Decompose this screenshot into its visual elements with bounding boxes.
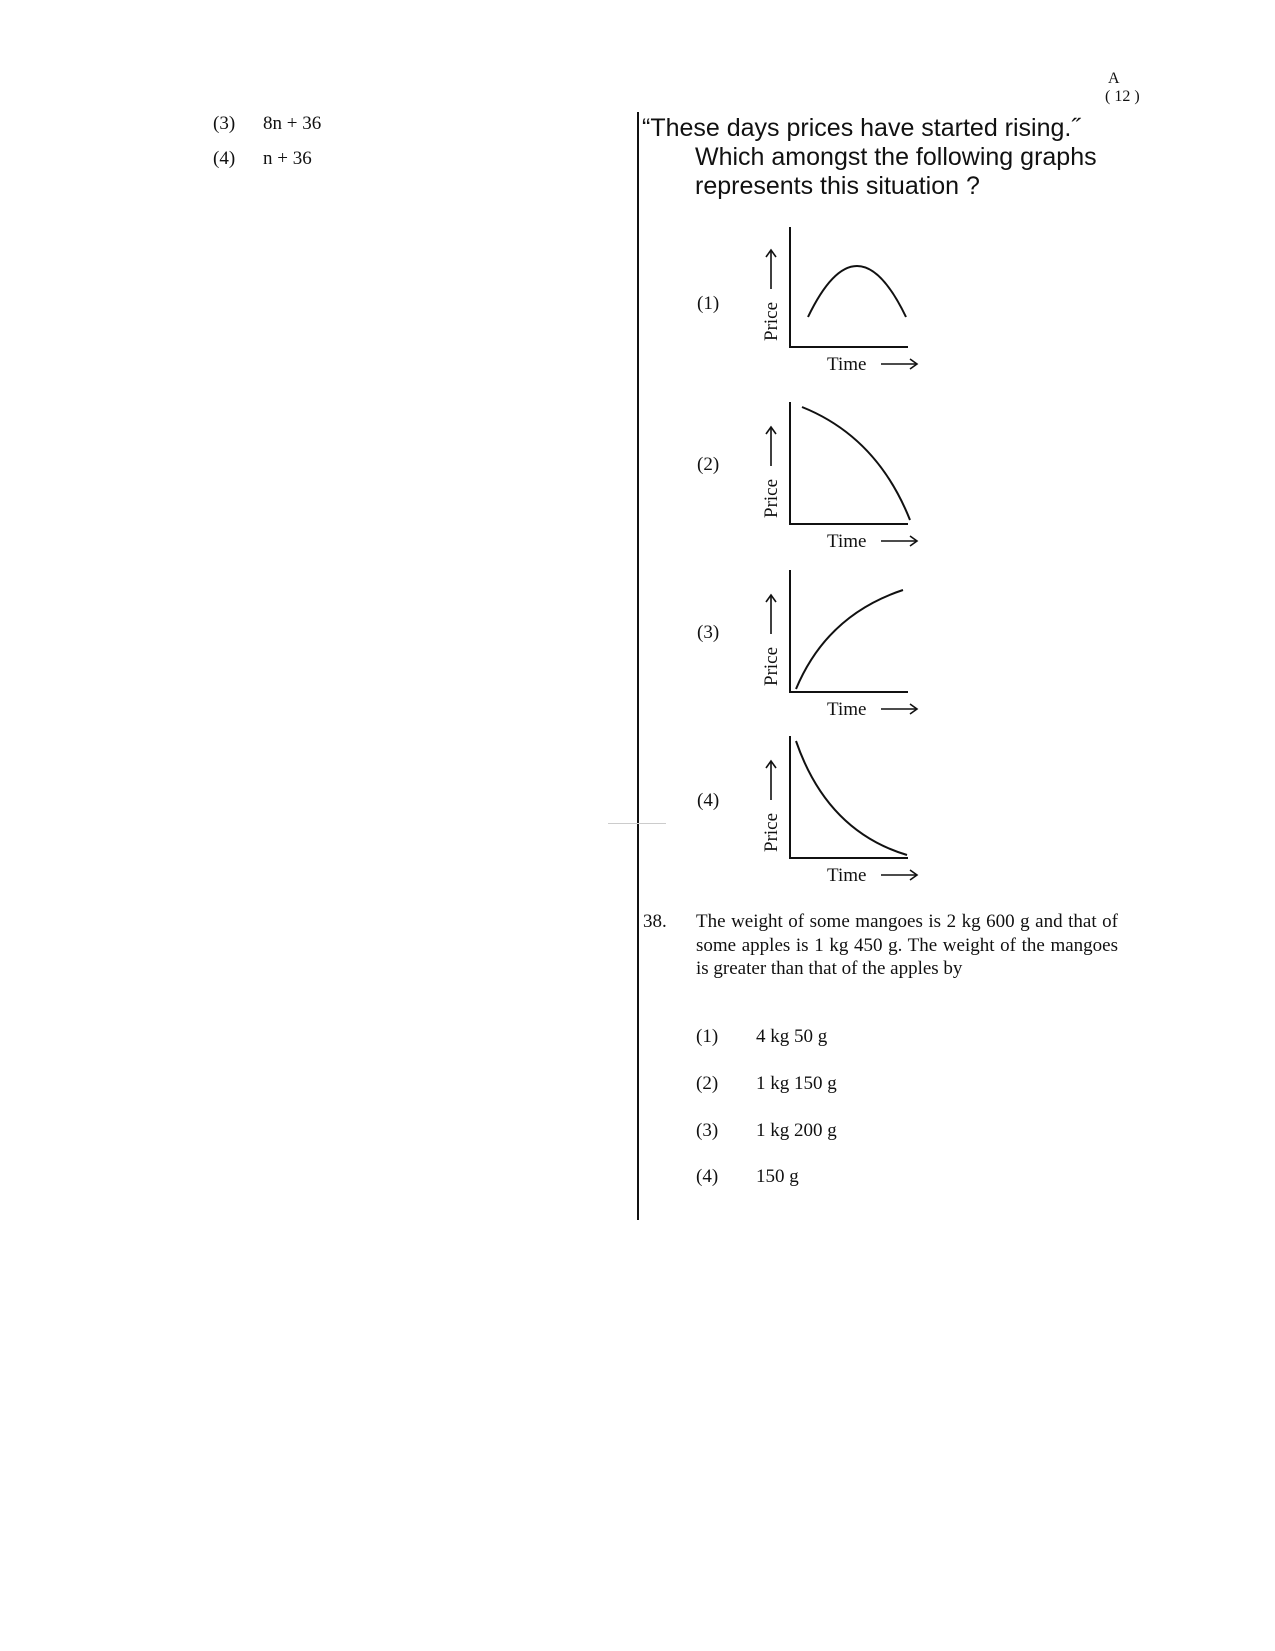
question-number: 38. — [643, 911, 667, 932]
answer-option-2[interactable] — [696, 1073, 837, 1095]
graph-option-2 — [697, 402, 957, 562]
question-text: The weight of some mangoes is 2 kg 600 g and that of some apples is 1 kg 450 g. The weight of the mangoes is greater than that of the apples by — [696, 911, 1118, 979]
svg-text:Price: Price — [761, 478, 782, 518]
question-line-3: represents this situation ? — [695, 172, 980, 200]
column-divider — [637, 112, 639, 1220]
rise-then-fall-graph-icon — [761, 225, 947, 375]
option-label: (1) — [696, 1026, 719, 1047]
svg-text:Price: Price — [761, 646, 782, 686]
svg-text:Price: Price — [761, 812, 782, 852]
option-label: (2) — [697, 454, 720, 475]
answer-option-3[interactable] — [696, 1120, 837, 1142]
paper-series: A — [1108, 70, 1120, 87]
convex-decreasing-graph-icon — [761, 736, 947, 886]
option-3 — [213, 113, 321, 135]
option-4 — [213, 148, 312, 170]
option-text: 1 kg 150 g — [756, 1073, 837, 1094]
concave-decreasing-graph-icon — [761, 402, 947, 552]
answer-option-4[interactable] — [696, 1166, 799, 1188]
graph-option-1 — [697, 225, 957, 385]
question-line-1: “These days prices have started rising.˝ — [642, 114, 1080, 142]
option-label: (3) — [213, 113, 236, 134]
option-text: 4 kg 50 g — [756, 1026, 828, 1047]
option-label: (4) — [697, 790, 720, 811]
graph-option-4 — [697, 736, 957, 896]
option-text: 1 kg 200 g — [756, 1120, 837, 1141]
question-37-stem — [642, 114, 1097, 201]
svg-text:Time: Time — [827, 531, 867, 552]
page-number: ( 12 ) — [1105, 88, 1140, 105]
option-text: 8n + 36 — [263, 113, 322, 134]
answer-option-1[interactable] — [696, 1026, 827, 1048]
option-text: n + 36 — [263, 148, 312, 169]
page-header — [1105, 70, 1140, 106]
graph-option-3 — [697, 570, 957, 730]
option-label: (4) — [213, 148, 236, 169]
question-line-2: Which amongst the following graphs — [695, 143, 1097, 171]
svg-text:Time: Time — [827, 865, 867, 886]
option-label: (4) — [696, 1166, 719, 1187]
scan-mark — [608, 823, 666, 824]
svg-text:Time: Time — [827, 354, 867, 375]
svg-text:Time: Time — [827, 699, 867, 720]
option-label: (2) — [696, 1073, 719, 1094]
option-label: (1) — [697, 293, 720, 314]
option-label: (3) — [697, 622, 720, 643]
option-text: 150 g — [756, 1166, 799, 1187]
concave-increasing-graph-icon — [761, 570, 947, 720]
svg-text:Price: Price — [761, 301, 782, 341]
option-label: (3) — [696, 1120, 719, 1141]
